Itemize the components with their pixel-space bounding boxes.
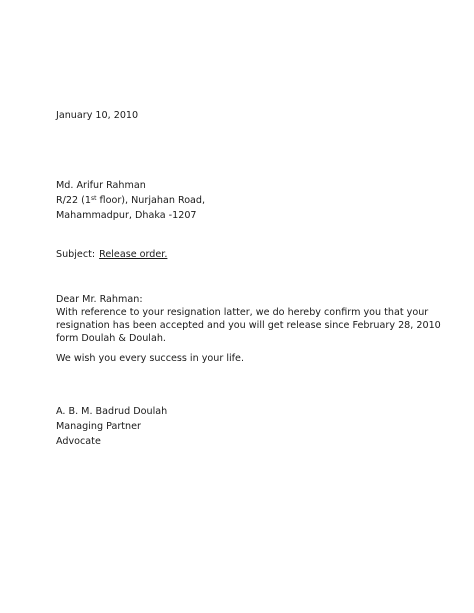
subject-value: Release order. — [99, 249, 168, 260]
recipient-city-line: Mahammadpur, Dhaka -1207 — [56, 210, 197, 221]
signatory-name: A. B. M. Badrud Doulah — [56, 406, 168, 417]
address-suffix: floor), Nurjahan Road, — [96, 195, 206, 206]
body-line: resignation has been accepted and you will get release since February 28, 2010 — [56, 320, 441, 331]
subject-label: Subject: — [56, 249, 96, 260]
signatory-title: Managing Partner — [56, 421, 141, 432]
closing-line: We wish you every success in your life. — [56, 353, 245, 364]
body-line: form Doulah & Doulah. — [56, 333, 166, 344]
recipient-address-line — [56, 194, 205, 207]
recipient-name: Md. Arifur Rahman — [56, 180, 146, 191]
address-prefix: R/22 (1 — [56, 195, 92, 206]
subject-line — [56, 248, 167, 261]
address-superscript: st — [91, 195, 97, 202]
body-line: With reference to your resignation latter, we do hereby confirm you that your — [56, 307, 429, 318]
letter-date: January 10, 2010 — [56, 110, 139, 121]
salutation: Dear Mr. Rahman: — [56, 294, 143, 305]
signatory-role: Advocate — [56, 436, 101, 447]
